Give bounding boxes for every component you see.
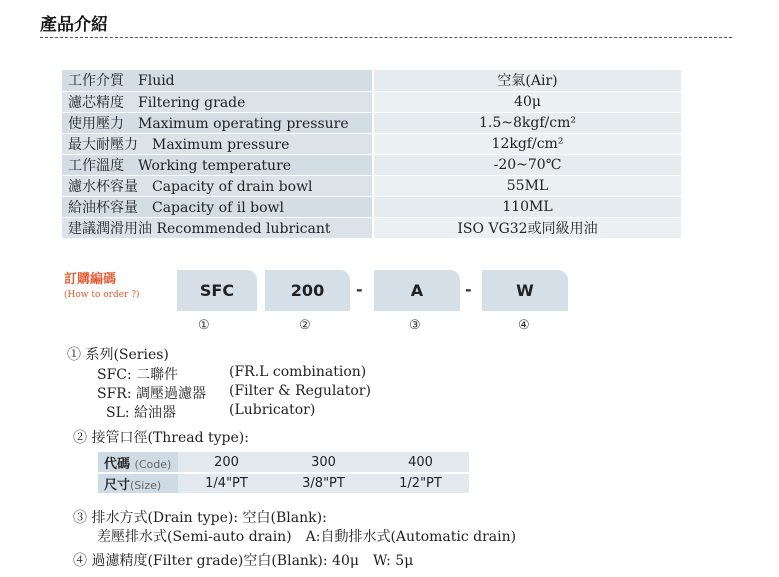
title-divider xyxy=(40,37,732,38)
code-separator: - xyxy=(465,280,472,299)
thread-size-label: 尺寸(Size) xyxy=(98,473,178,494)
thread-table xyxy=(98,452,469,495)
filter-grade-line: ④ 過濾精度(Filter grade)空白(Blank): 40μ W: 5μ xyxy=(73,553,414,569)
code-box-series: SFC xyxy=(177,270,257,311)
thread-size-cell: 1/4"PT xyxy=(178,473,275,494)
spec-row xyxy=(62,133,681,154)
series-item-code: SFC: 二聯件 xyxy=(97,367,179,383)
order-code-title: 訂購編碼 xyxy=(64,272,117,287)
code-separator: - xyxy=(356,280,363,299)
drain-options: 差壓排水式(Semi-auto drain) A:自動排水式(Automatic drain) xyxy=(97,529,517,545)
spec-label: 工作溫度 Working temperature xyxy=(62,154,373,175)
code-index: ④ xyxy=(518,318,530,333)
series-item-code: SL: 給油器 xyxy=(106,405,177,421)
spec-value: -20~70℃ xyxy=(373,154,681,175)
page-title: 產品介紹 xyxy=(40,15,108,35)
drain-heading: ③ 排水方式(Drain type): 空白(Blank): xyxy=(73,510,327,526)
spec-value: 12kgf/cm² xyxy=(373,133,681,154)
series-item-code: SFR: 調壓過濾器 xyxy=(97,386,207,402)
spec-label: 濾芯精度 Filtering grade xyxy=(62,91,373,112)
spec-row xyxy=(62,70,681,91)
order-code-subtitle: (How to order ?) xyxy=(64,290,140,300)
code-index: ② xyxy=(299,318,311,333)
spec-row xyxy=(62,175,681,196)
thread-size-row xyxy=(98,473,469,494)
thread-size-cell: 3/8"PT xyxy=(275,473,372,494)
thread-code-cell: 400 xyxy=(372,452,469,473)
thread-code-cell: 200 xyxy=(178,452,275,473)
code-index: ③ xyxy=(409,318,421,333)
spec-label: 建議潤滑用油 Recommended lubricant xyxy=(62,217,373,238)
spec-row xyxy=(62,91,681,112)
spec-label: 給油杯容量 Capacity of il bowl xyxy=(62,196,373,217)
spec-label: 濾水杯容量 Capacity of drain bowl xyxy=(62,175,373,196)
code-box-drain: A xyxy=(374,270,460,311)
spec-row xyxy=(62,112,681,133)
spec-label: 使用壓力 Maximum operating pressure xyxy=(62,112,373,133)
code-index: ① xyxy=(198,318,210,333)
thread-size-cell: 1/2"PT xyxy=(372,473,469,494)
spec-value: 40μ xyxy=(373,91,681,112)
thread-code-label: 代碼 (Code) xyxy=(98,452,178,473)
spec-row xyxy=(62,217,681,238)
spec-value: 110ML xyxy=(373,196,681,217)
series-item-desc: (FR.L combination) xyxy=(229,364,367,380)
spec-value: 55ML xyxy=(373,175,681,196)
code-box-filter: W xyxy=(482,270,568,311)
spec-value: 1.5~8kgf/cm² xyxy=(373,112,681,133)
thread-code-row xyxy=(98,452,469,473)
series-item-desc: (Filter & Regulator) xyxy=(229,383,371,399)
thread-heading: ② 接管口徑(Thread type): xyxy=(73,430,249,446)
spec-label: 最大耐壓力 Maximum pressure xyxy=(62,133,373,154)
spec-row xyxy=(62,154,681,175)
series-heading: ① 系列(Series) xyxy=(67,347,169,363)
thread-code-cell: 300 xyxy=(275,452,372,473)
spec-value: 空氣(Air) xyxy=(373,70,681,91)
spec-value: ISO VG32或同級用油 xyxy=(373,217,681,238)
code-box-thread: 200 xyxy=(265,270,350,311)
spec-row xyxy=(62,196,681,217)
spec-table xyxy=(62,70,681,239)
spec-label: 工作介質 Fluid xyxy=(62,70,373,91)
series-item-desc: (Lubricator) xyxy=(229,402,316,418)
